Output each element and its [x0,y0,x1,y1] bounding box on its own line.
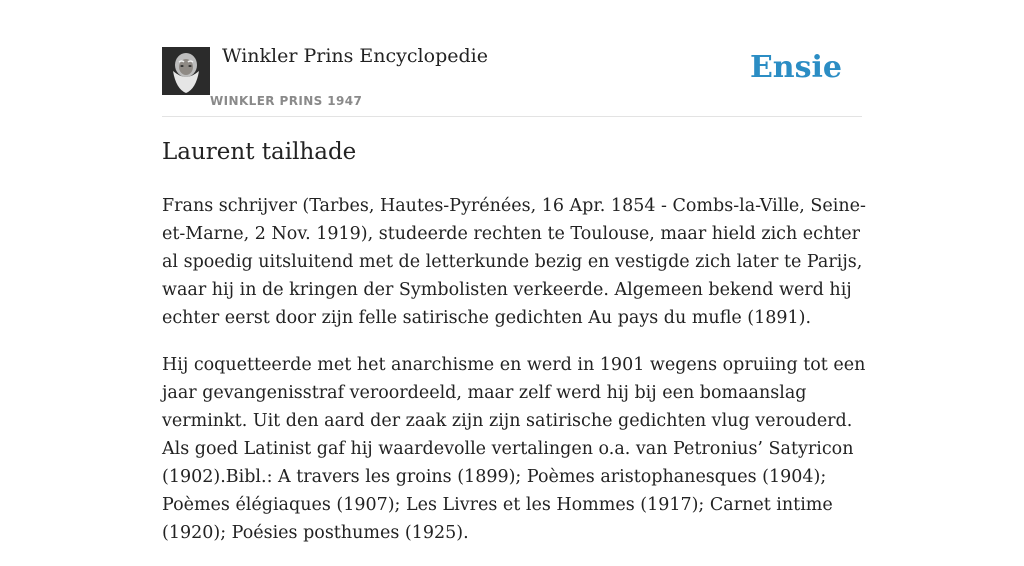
article-paragraph: Hij coquetteerde met het anarchisme en werd in 1901 wegens opruiing tot een jaar gevangenisstraf veroordeeld, maar zelf werd hij bij een bomaanslag verminkt. Uit den aard der zaak zijn zijn satirische gedichten vlug verouderd. Als goed Latinist gaf hij waardevolle vertalingen o.a. van Petronius’ Satyricon (1902).Bibl.: A travers les groins (1899); Poèmes aristophanesques (1904); Poèmes élégiaques (1907); Les Livres et les Hommes (1917); Carnet intime (1920); Poésies posthumes (1925). [162,355,866,543]
source-subtitle[interactable]: WINKLER PRINS 1947 [210,94,363,108]
source-title[interactable]: Winkler Prins Encyclopedie [222,45,488,67]
bearded-man-portrait-icon [162,47,210,95]
article-header [162,0,862,117]
ensie-logo[interactable]: Ensie [749,50,842,85]
article-title: Laurent tailhade [162,139,357,165]
avatar[interactable] [162,47,210,95]
article-body [162,192,872,566]
article-paragraph: Frans schrijver (Tarbes, Hautes-Pyrénées, 16 Apr. 1854 - Combs-la-Ville, Seine-et-Marne, 2 Nov. 1919), studeerde rechten te Toulouse, maar hield zich echter al spoedig uitsluitend met de letterkunde bezig en vestigde zich later te Parijs, waar hij in de kringen der Symbolisten verkeerde. Algemeen bekend werd hij echter eerst door zijn felle satirische gedichten Au pays du mufle (1891). [162,196,866,328]
